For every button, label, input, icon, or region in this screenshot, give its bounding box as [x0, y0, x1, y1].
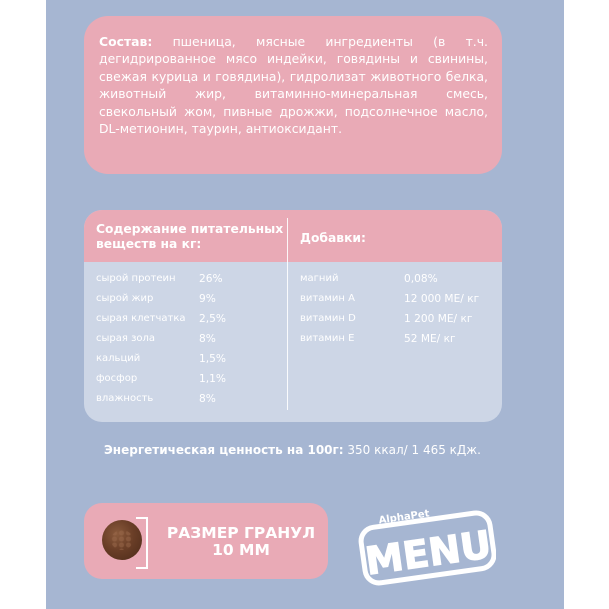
additive-row	[300, 312, 500, 326]
additive-value: 0,08%	[404, 273, 438, 285]
nutrient-name: сырой жир	[96, 293, 154, 304]
nutrient-row	[96, 352, 286, 366]
energy-value: 350 ккал/ 1 465 кДж.	[343, 443, 481, 457]
composition-card	[84, 16, 502, 174]
bracket-decoration	[136, 517, 148, 569]
nutrient-row	[96, 312, 286, 326]
additive-row	[300, 292, 500, 306]
nutrition-card	[84, 210, 502, 422]
energy-label: Энергетическая ценность на 100г:	[104, 443, 344, 457]
nutrient-name: сырая клетчатка	[96, 313, 186, 324]
nutrient-value: 1,5%	[199, 353, 226, 365]
nutrient-name: влажность	[96, 393, 154, 404]
additive-row	[300, 332, 500, 346]
granule-size-value: 10 ММ	[212, 541, 270, 559]
additive-name: витамин D	[300, 313, 356, 324]
logo-graphic	[358, 498, 496, 590]
additive-name: магний	[300, 273, 339, 284]
nutrient-value: 2,5%	[199, 313, 226, 325]
nutrient-value: 9%	[199, 293, 216, 305]
nutrient-name: сырой протеин	[96, 273, 176, 284]
nutrient-value: 26%	[199, 273, 223, 285]
logo-word: MENU	[362, 522, 494, 584]
nutrient-name: сырая зола	[96, 333, 156, 344]
nutrition-header	[84, 210, 502, 262]
nutrient-value: 1,1%	[199, 373, 226, 385]
alphapet-menu-logo	[358, 498, 496, 590]
nutrient-row	[96, 272, 286, 286]
granule-size-label: РАЗМЕР ГРАНУЛ	[166, 524, 316, 542]
additive-value: 1 200 МЕ/ кг	[404, 313, 473, 325]
additive-value: 52 МЕ/ кг	[404, 333, 456, 345]
additive-name: витамин A	[300, 293, 355, 304]
additive-value: 12 000 МЕ/ кг	[404, 293, 480, 305]
nutrient-name: фосфор	[96, 373, 138, 384]
additive-name: витамин E	[300, 333, 355, 344]
nutrient-row	[96, 332, 286, 346]
energy-line	[104, 443, 481, 457]
logo-brand: AlphaPet	[378, 508, 431, 527]
nutrient-row	[96, 392, 286, 406]
nutrient-row	[96, 372, 286, 386]
nutrient-value: 8%	[199, 393, 216, 405]
nutrient-name: кальций	[96, 353, 141, 364]
nutrient-row	[96, 292, 286, 306]
additive-row	[300, 272, 500, 286]
composition-label: Состав:	[99, 34, 153, 49]
nutrient-value: 8%	[199, 333, 216, 345]
additives-title: Добавки:	[300, 231, 366, 245]
granule-size-card	[84, 503, 328, 579]
nutrients-title: Содержание питательных веществ на кг:	[96, 222, 284, 251]
composition-text: пшеница, мясные ингредиенты (в т.ч. дегидрированное мясо индейки, говядины и свинины, свежая курица и говядина), гидролизат животного белка, животный жир, витаминно-минеральная смесь, свекольный жом, пивные дрожжи, подсолнечное масло, DL-метионин, таурин, антиоксидант.	[99, 34, 488, 137]
column-divider	[287, 218, 288, 410]
granule-size-text	[166, 525, 316, 559]
